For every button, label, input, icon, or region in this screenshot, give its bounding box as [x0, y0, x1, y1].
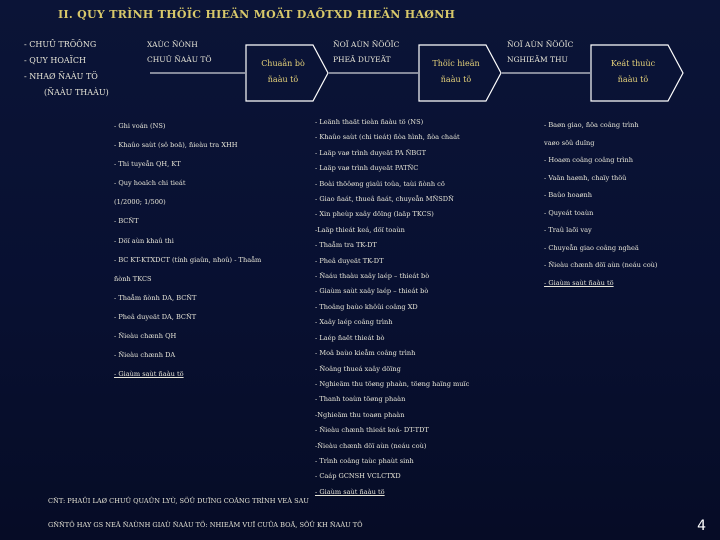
list-item: - Döï aùn khaû thi	[114, 236, 174, 245]
stage-label: ñaàu tö	[267, 75, 299, 84]
left-header-item: - QUY HOAÏCH	[24, 56, 86, 65]
label-line: ÑOÏ AÙN ÑÖÔÏC	[507, 40, 574, 49]
list-item: - Vaän haønh, chaïy thöû	[544, 173, 627, 182]
list-item: - Chuyeån giao coâng ngheä	[544, 243, 639, 252]
label-line: NGHIEÄM THU	[507, 55, 568, 64]
list-item: - Traû laõi vay	[544, 226, 592, 234]
list-item: - Giaùm saùt ñaàu tö	[315, 487, 385, 496]
list-item: - Ñieàu chænh QH	[114, 332, 177, 341]
footer-note-evaluation: GÑÑTÖ HAY GS NEÂ ÑAÙNH GIAÙ ÑAÀU TÖ: NHIEÄM VUÏ CUÛA BOÄ, SÔÛ KH ÑAÀU TÖ	[48, 521, 363, 529]
column-implement-tasks	[315, 115, 469, 500]
list-item: - Ñaáu thaàu xaây laép – thieát bò	[315, 272, 430, 281]
list-item: - Thi tuyeån QH, KT	[114, 160, 181, 169]
stage-label: ñaàu tö	[440, 75, 472, 84]
page-title: II. QUY TRÌNH THÖÏC HIEÄN MOÄT DAÕTXD HIEÄN HAØNH	[58, 8, 456, 21]
column-end-tasks	[544, 117, 658, 292]
list-item: - Giaùm saùt ñaàu tö	[544, 278, 614, 287]
list-item: - Ñoâng thueá xaây döïng	[315, 364, 401, 373]
list-item: - Giao ñaát, thueâ ñaát, chuyeån MÑSDÑ	[315, 195, 454, 204]
stage-end-investment	[590, 44, 684, 102]
stage-label: Thöïc hieän	[432, 59, 480, 68]
footer-note-owner: CÑT: PHAÛI LAØ CHUÛ QUAÛN LYÙ, SÖÛ DUÏNG COÂNG TRÌNH VEÀ SAU	[48, 497, 309, 505]
list-item: -Nghieäm thu toaøn phaàn	[315, 410, 405, 419]
list-item: - Pheâ duyeät TK-DT	[315, 256, 384, 265]
list-item: - Nghieäm thu töøng phaàn, töøng haïng muïc	[315, 379, 470, 388]
list-item: - Thanh toaùn töøng phaàn	[315, 395, 406, 404]
list-item: - Xin pheùp xaây döïng (laäp TKCS)	[315, 210, 434, 219]
list-item: (1/2000; 1/500)	[114, 198, 166, 207]
list-item: - Ñieàu chænh thieát keá- DT-TDT	[315, 426, 429, 435]
label-line: ÑOÏ AÙN ÑÖÔÏC	[333, 40, 400, 49]
stage-label: Keát thuùc	[610, 59, 656, 68]
label-line: CHUÛ ÑAÀU TÖ	[147, 55, 212, 64]
list-item: - Giaùm saùt xaây laép – thieát bò	[315, 287, 429, 296]
label-line: XAÙC ÑÒNH	[147, 40, 198, 49]
list-item: - Thaåm ñònh DA, BCÑT	[114, 293, 197, 302]
left-header-item: (ÑAÀU THAÀU)	[44, 88, 109, 97]
list-item: - Laép ñaët thieát bò	[315, 333, 385, 342]
list-item: - Ghi voán (NS)	[114, 122, 166, 130]
stage-label: ñaàu tö	[617, 75, 649, 84]
list-item: - Quy hoaïch chi tieát	[114, 179, 186, 188]
list-item: -Ñieàu chænh döï aùn (neáu coù)	[315, 441, 427, 450]
list-item: - Khaûo saùt (chi tieát) ñòa hình, ñòa chaát	[315, 133, 460, 142]
list-item: - Xaây laép coâng trình	[315, 318, 393, 327]
list-item: - Moâ baùo kieåm coâng trình	[315, 349, 416, 358]
list-item: vaøo söû duïng	[544, 138, 595, 147]
list-item: - Hoaøn coâng coâng trình	[544, 156, 634, 164]
list-item: - Thoâng baùo khôûi coâng XD	[315, 302, 418, 311]
list-item: - Quyeát toaùn	[544, 208, 594, 217]
left-header-item: - CHUÛ TRÖÔNG	[24, 40, 97, 49]
list-item: - Giaùm saùt ñaàu tö	[114, 370, 184, 379]
stage-implement-investment	[418, 44, 502, 102]
list-item: - Ñieàu chænh DA	[114, 351, 176, 360]
list-item: - Baûo hoaønh	[544, 191, 593, 199]
list-item: - Laäp vaø trình duyeät PA ÑBGT	[315, 148, 426, 157]
stage-label: Chuaån bò	[261, 59, 305, 68]
list-item: - Caáp GCNSH VCLCTXD	[315, 472, 401, 481]
list-item: - Baøn giao, ñöa coâng trình	[544, 121, 639, 129]
list-item: - Khaûo saùt (sô boä), ñieàu tra XHH	[114, 141, 238, 150]
list-item: - BCÑT	[114, 217, 139, 226]
label-line: PHEÂ DUYEÄT	[333, 55, 391, 64]
list-item: - Boài thöôøng giaûi toûa, taùi ñònh cö	[315, 179, 445, 188]
list-item: -Laäp thieát keá, döï toaùn	[315, 225, 405, 234]
list-item: ñònh TKCS	[114, 274, 152, 283]
list-item: - Leänh thaät tieàn ñaàu tö (NS)	[315, 118, 424, 126]
list-item: - Thaåm tra TK-DT	[315, 241, 377, 250]
list-item: - BC KT-KTXDCT (tính giaûn, nhoû) - Thaåm	[114, 255, 262, 264]
page-number: 4	[697, 518, 706, 534]
list-item: - Ñieàu chænh döï aùn (neáu coù)	[544, 261, 658, 269]
list-item: - Laäp vaø trình duyeät PATÑC	[315, 164, 419, 173]
list-item: - Trình coâng taùc phaùt sinh	[315, 456, 414, 465]
list-item: - Pheâ duyeät DA, BCÑT	[114, 312, 197, 321]
left-header-item: - NHAØ ÑAÀU TÖ	[24, 72, 98, 81]
stage-prepare-investment	[245, 44, 329, 102]
column-prepare-tasks	[114, 117, 261, 384]
